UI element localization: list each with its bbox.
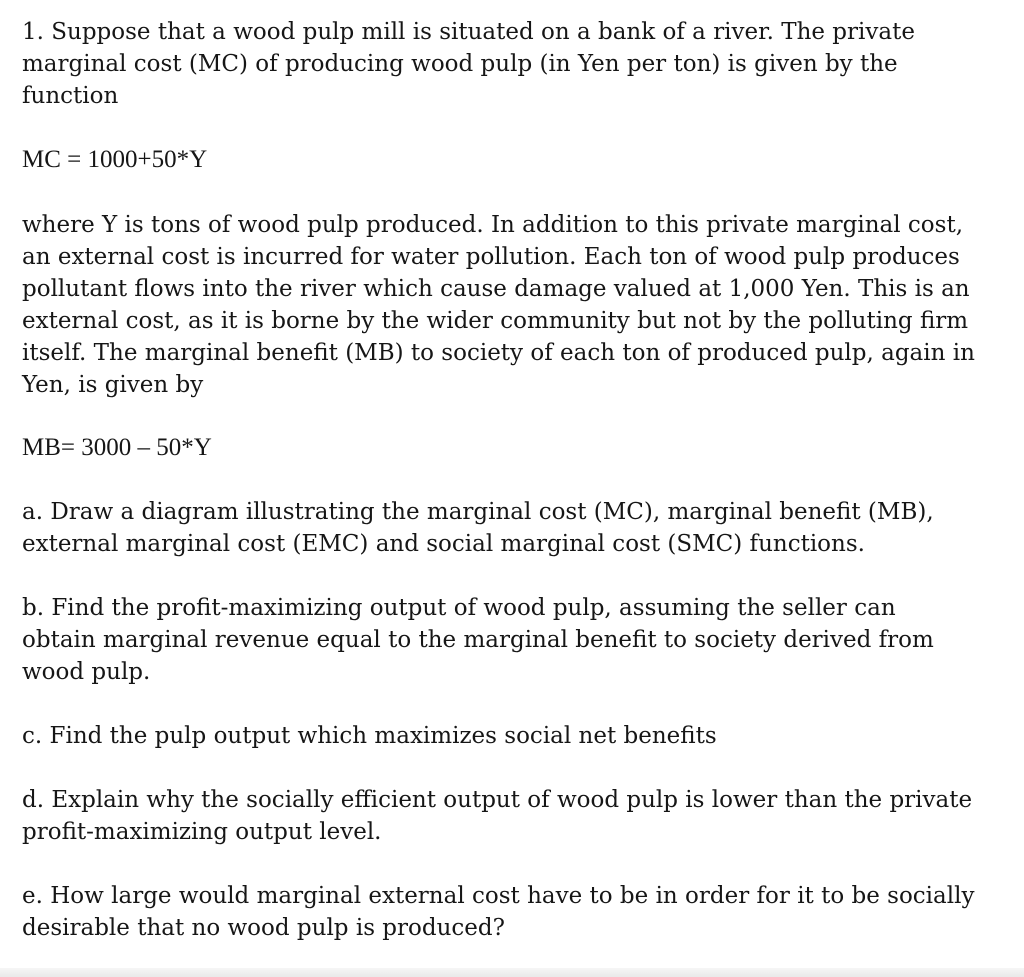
mc-formula [22, 144, 1012, 176]
text-line: wood pulp. [22, 659, 151, 685]
text-line: profit-maximizing output level. [22, 819, 382, 845]
text-line: d. Explain why the socially efficient output of wood pulp is lower than the private [22, 787, 973, 813]
text-line: obtain marginal revenue equal to the marginal benefit to society derived from [22, 627, 934, 653]
text-line: b. Find the profit-maximizing output of wood pulp, assuming the seller can [22, 595, 896, 621]
part-e [22, 880, 1012, 944]
page-bottom-edge [0, 968, 1024, 977]
part-a [22, 496, 1012, 560]
text-line: function [22, 83, 119, 109]
text-line: desirable that no wood pulp is produced? [22, 915, 505, 941]
formula-text: MB= 3000 – 50*Y [22, 434, 212, 461]
part-c [22, 720, 1012, 752]
text-line: e. How large would marginal external cost have to be in order for it to be socially [22, 883, 975, 909]
text-line: 1. Suppose that a wood pulp mill is situated on a bank of a river. The private [22, 19, 915, 45]
text-line: where Y is tons of wood pulp produced. In addition to this private marginal cost, [22, 212, 964, 238]
question-intro [22, 16, 1012, 112]
text-line: a. Draw a diagram illustrating the marginal cost (MC), marginal benefit (MB), [22, 499, 934, 525]
formula-text: MC = 1000+50*Y [22, 146, 208, 173]
text-line: itself. The marginal benefit (MB) to society of each ton of produced pulp, again in [22, 340, 975, 366]
text-line: an external cost is incurred for water pollution. Each ton of wood pulp produces [22, 244, 960, 270]
mb-formula [22, 432, 1012, 464]
text-line: external marginal cost (EMC) and social marginal cost (SMC) functions. [22, 531, 865, 557]
text-line: external cost, as it is borne by the wider community but not by the polluting firm [22, 308, 969, 334]
part-d [22, 784, 1012, 848]
part-b [22, 592, 1012, 688]
text-line: Yen, is given by [22, 372, 204, 398]
text-line: marginal cost (MC) of producing wood pulp (in Yen per ton) is given by the [22, 51, 898, 77]
question-context [22, 209, 1012, 401]
text-line: c. Find the pulp output which maximizes social net benefits [22, 723, 717, 749]
text-line: pollutant flows into the river which cause damage valued at 1,000 Yen. This is an [22, 276, 970, 302]
